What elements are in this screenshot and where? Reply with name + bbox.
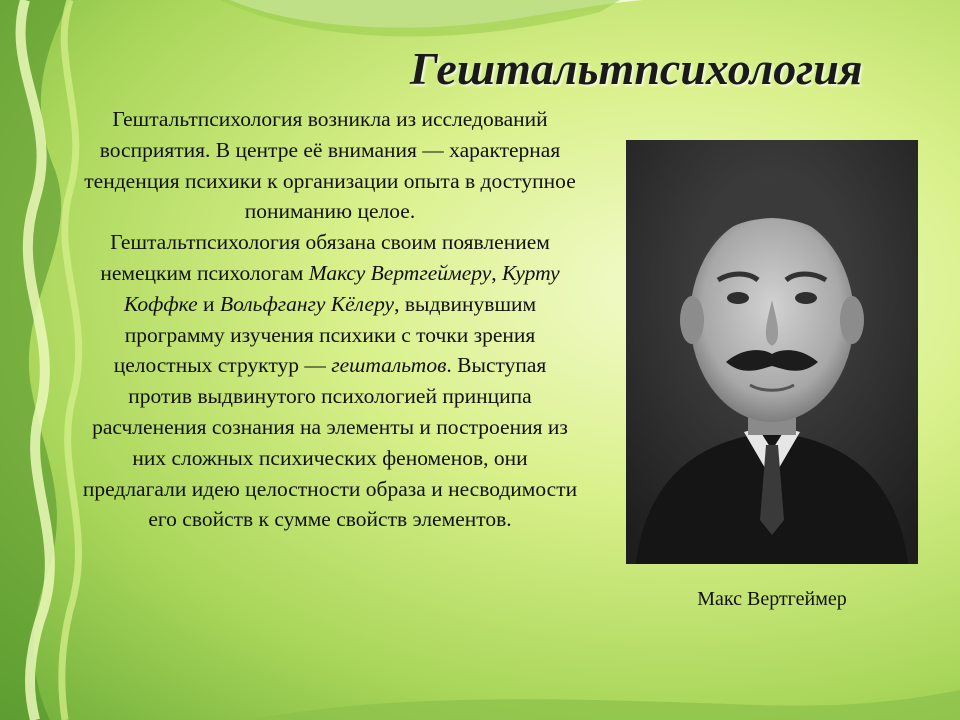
portrait-photo xyxy=(626,140,918,564)
left-wave-stroke xyxy=(62,0,79,720)
name-wertheimer: Максу Вертгеймеру xyxy=(308,260,492,285)
paragraph-1: Гештальтпсихология возникла из исследований восприятия. В центре её внимания — характерная тенденция психики к организации опыта в доступное пониманию целое. xyxy=(84,107,576,224)
bottom-wave xyxy=(250,690,960,720)
slide-title: Гештальтпсихология xyxy=(410,43,863,94)
term-gestalts: гештальтов xyxy=(331,353,447,378)
paragraph-2-text-3: . Выступая против выдвинутого психологией принципа расчленения сознания на элементы и построения из них сложных психических феноменов, они предлагали идею целостности образа и несводимости его свойств к сумме свойств элементов. xyxy=(82,353,578,532)
paragraph-2-text-2: , выдвинувшим программу изучения психики с точки зрения целостных структур — xyxy=(113,291,537,378)
name-kohler: Вольфгангу Кёлеру xyxy=(219,291,395,316)
portrait-illustration xyxy=(626,140,918,564)
separator-2: и xyxy=(197,291,220,316)
top-wave-band xyxy=(220,0,620,36)
body-text xyxy=(80,104,580,535)
name-koffka: Курту Коффке xyxy=(123,260,560,316)
photo-caption: Макс Вертгеймер xyxy=(697,588,847,610)
paragraph-2-text-1: Гештальтпсихология обязана своим появлением немецким психологам xyxy=(100,230,550,285)
separator-1: , xyxy=(491,260,503,285)
paragraph-2 xyxy=(80,227,580,535)
